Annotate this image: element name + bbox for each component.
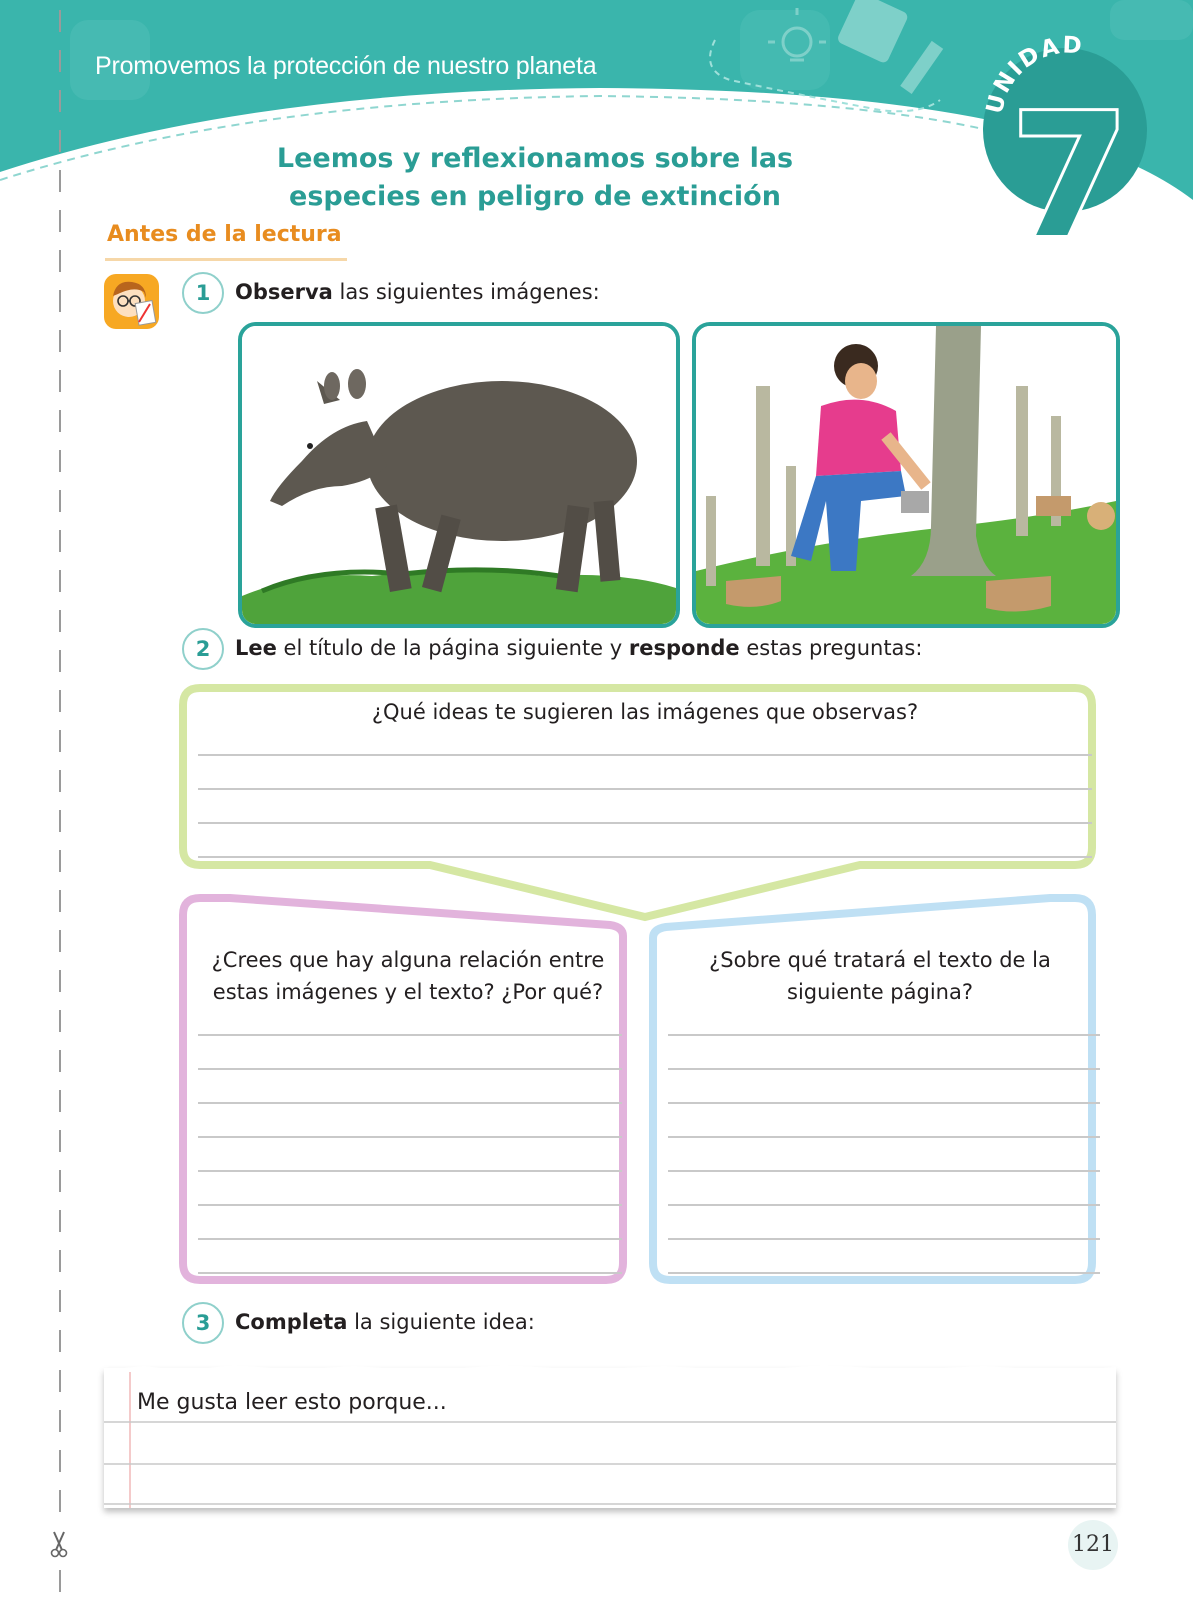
unit-title: Promovemos la protección de nuestro planeta [95,52,597,80]
writing-line[interactable] [198,1136,622,1138]
tapir-illustration [238,322,680,628]
writing-line[interactable] [668,1034,1100,1036]
question-topic-line1: ¿Sobre qué tratará el texto de la [709,948,1051,972]
activity1-instruction [235,280,600,304]
writing-line[interactable] [668,1136,1100,1138]
activity2-instruction [235,636,922,660]
writing-line[interactable] [668,1204,1100,1206]
unit-label: UNIDAD [981,32,1085,117]
writing-line[interactable] [668,1102,1100,1104]
activity-number-1: 1 [182,272,224,314]
question-relation-line2: estas imágenes y el texto? ¿Por qué? [212,980,604,1004]
page-heading-line1: Leemos y reflexionamos sobre las [276,143,794,174]
student-reading-icon [104,274,159,329]
activity-number-3: 3 [182,1302,224,1344]
writing-line[interactable] [198,1102,622,1104]
boy-cutting-tree-illustration [692,322,1120,628]
activity1-text: las siguientes imágenes: [332,280,600,304]
writing-line[interactable] [668,1068,1100,1070]
writing-line[interactable] [198,788,1092,790]
question-topic-line2: siguiente página? [787,980,973,1004]
note-paper [104,1368,1116,1508]
writing-line[interactable] [668,1238,1100,1240]
page-heading-line2: especies en peligro de extinción [289,181,781,212]
completion-prompt: Me gusta leer esto porque... [137,1390,447,1415]
activity2-verb-read: Lee [235,636,277,660]
writing-line[interactable] [198,1170,622,1172]
activity3-text: la siguiente idea: [347,1310,535,1334]
activity2-verb-answer: responde [628,636,740,660]
activity3-verb: Completa [235,1310,348,1334]
cut-line [59,10,61,1600]
writing-line[interactable] [198,1068,622,1070]
page-number: 121 [1068,1520,1118,1570]
activity1-verb: Observa [235,280,333,304]
unit-badge [980,30,1155,245]
question-ideas: ¿Qué ideas te sugieren las imágenes que observas? [371,700,919,724]
writing-line[interactable] [198,1272,622,1274]
writing-line[interactable] [198,856,1092,858]
activity-number-2: 2 [182,628,224,670]
writing-line[interactable] [198,1204,622,1206]
question-relation-line1: ¿Crees que hay alguna relación entre [211,948,605,972]
question-relation [188,944,628,1008]
writing-line[interactable] [198,754,1092,756]
writing-line[interactable] [198,1238,622,1240]
completion-input[interactable] [444,1384,1104,1424]
activity2-text1: el título de la página siguiente y [276,636,629,660]
activity2-text2: estas preguntas: [739,636,923,660]
writing-line[interactable] [198,1034,622,1036]
section-underline [105,258,347,261]
writing-line[interactable] [668,1272,1100,1274]
activity3-instruction [235,1310,535,1334]
section-title: Antes de la lectura [107,222,342,247]
writing-line[interactable] [668,1170,1100,1172]
scissors-icon [48,1530,70,1558]
unit-number: 7 [1010,78,1130,245]
writing-line[interactable] [198,822,1092,824]
question-topic [660,944,1100,1008]
page-heading [260,140,810,216]
